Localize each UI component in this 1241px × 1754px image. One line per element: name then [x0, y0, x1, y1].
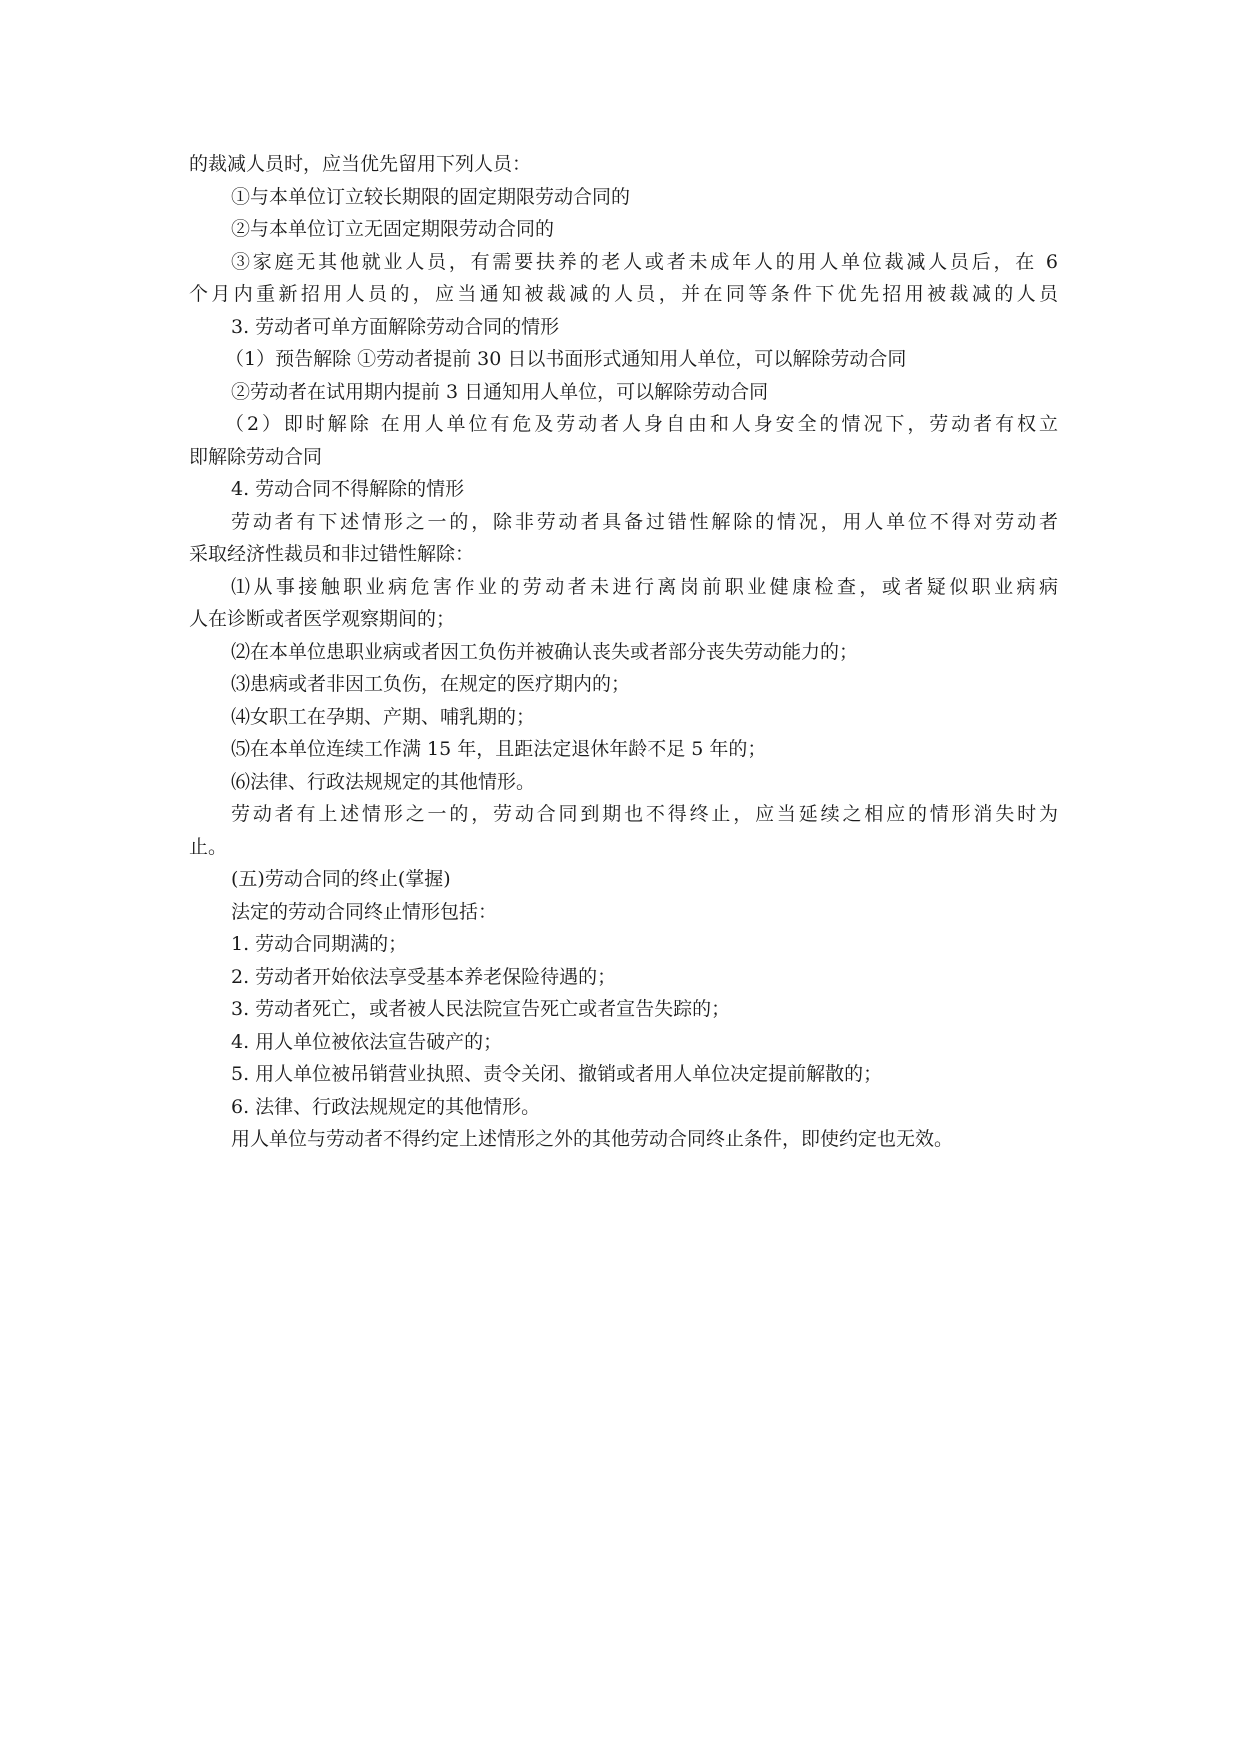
list-item: 3. 劳动者死亡，或者被人民法院宣告死亡或者宣告失踪的； [231, 998, 731, 1020]
text-line: 法定的劳动合同终止情形包括： [231, 900, 498, 923]
text-line: （1）预告解除 ①劳动者提前 30 日以书面形式通知用人单位，可以解除劳动合同 [225, 348, 907, 370]
text-line: （2）即时解除 在用人单位有危及劳动者人身自由和人身安全的情况下，劳动者有权立 [225, 413, 1058, 435]
text-line: 用人单位与劳动者不得约定上述情形之外的其他劳动合同终止条件，即使约定也无效。 [231, 1128, 954, 1150]
text-line: ①与本单位订立较长期限的固定期限劳动合同的 [231, 185, 631, 208]
list-item: 2. 劳动者开始依法享受基本养老保险待遇的； [231, 965, 617, 988]
list-item: 5. 用人单位被吊销营业执照、责令关闭、撤销或者用人单位决定提前解散的； [231, 1063, 883, 1085]
list-item: ⑹法律、行政法规规定的其他情形。 [231, 770, 536, 793]
text-line: 的裁减人员时，应当优先留用下列人员： [189, 153, 532, 175]
text-line: 采取经济性裁员和非过错性解除： [189, 543, 475, 565]
list-item: ⑸在本单位连续工作满 15 年，且距法定退休年龄不足 5 年的； [231, 738, 767, 760]
text-line: 个月内重新招用人员的，应当通知被裁减的人员，并在同等条件下优先招用被裁减的人员 [189, 283, 1058, 305]
list-item: 4. 用人单位被依法宣告破产的； [231, 1030, 503, 1053]
text-line: ②与本单位订立无固定期限劳动合同的 [231, 218, 555, 240]
text-line: 止。 [189, 835, 228, 858]
text-line: ②劳动者在试用期内提前 3 日通知用人单位，可以解除劳动合同 [231, 380, 769, 403]
list-item: ⑵在本单位患职业病或者因工负伤并被确认丧失或者部分丧失劳动能力的； [231, 640, 859, 663]
heading-line: 4. 劳动合同不得解除的情形 [231, 478, 465, 500]
text-line: 人在诊断或者医学观察期间的； [189, 608, 456, 630]
list-item: ⑴从事接触职业病危害作业的劳动者未进行离岗前职业健康检查，或者疑似职业病病 [231, 575, 1058, 598]
text-line: 劳动者有下述情形之一的，除非劳动者具备过错性解除的情况，用人单位不得对劳动者 [231, 510, 1058, 533]
list-item: 6. 法律、行政法规规定的其他情形。 [231, 1095, 541, 1118]
text-line: ③家庭无其他就业人员，有需要扶养的老人或者未成年人的用人单位裁减人员后，在 6 [231, 250, 1058, 273]
text-line: 即解除劳动合同 [189, 445, 323, 468]
list-item: ⑶患病或者非因工负伤，在规定的医疗期内的； [231, 673, 631, 695]
heading-line: 3. 劳动者可单方面解除劳动合同的情形 [231, 315, 560, 338]
list-item: ⑷女职工在孕期、产期、哺乳期的； [231, 705, 536, 728]
heading-line: (五)劳动合同的终止(掌握) [231, 868, 451, 890]
list-item: 1. 劳动合同期满的； [231, 933, 408, 955]
text-line: 劳动者有上述情形之一的，劳动合同到期也不得终止，应当延续之相应的情形消失时为 [231, 803, 1058, 825]
document-body [189, 148, 1058, 1156]
